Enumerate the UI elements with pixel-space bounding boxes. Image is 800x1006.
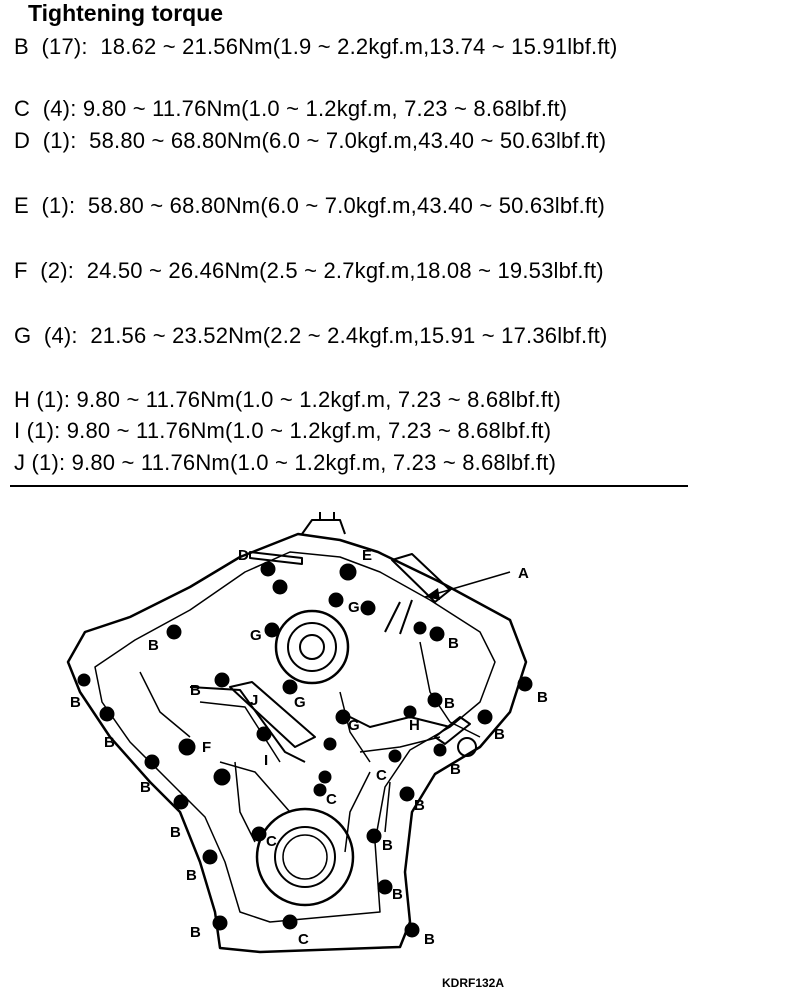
label-a: A: [518, 565, 529, 582]
label-b-1: B: [148, 637, 159, 654]
label-c-3: C: [266, 833, 277, 850]
label-g-2: G: [250, 627, 262, 644]
label-b-10: B: [444, 695, 455, 712]
label-b-15: B: [382, 837, 393, 854]
water-pump-body: [276, 611, 348, 683]
label-b-3: B: [70, 694, 81, 711]
label-b-8: B: [186, 867, 197, 884]
label-b-4: B: [190, 682, 201, 699]
torque-spec-f: F (2): 24.50 ~ 26.46Nm(2.5 ~ 2.7kgf.m,18.08 ~ 19.53lbf.ft): [14, 258, 604, 283]
divider-line: [10, 485, 688, 487]
label-b-9: B: [190, 924, 201, 941]
label-c-1: C: [376, 767, 387, 784]
torque-spec-d: D (1): 58.80 ~ 68.80Nm(6.0 ~ 7.0kgf.m,43.40 ~ 50.63lbf.ft): [14, 128, 607, 153]
h-arm: [435, 717, 470, 744]
label-b-12: B: [494, 726, 505, 743]
label-b-11: B: [537, 689, 548, 706]
torque-spec-e: E (1): 58.80 ~ 68.80Nm(6.0 ~ 7.0kgf.m,43.40 ~ 50.63lbf.ft): [14, 193, 606, 218]
torque-spec-j: J (1): 9.80 ~ 11.76Nm(1.0 ~ 1.2kgf.m, 7.23 ~ 8.68lbf.ft): [14, 450, 557, 475]
label-e: E: [362, 547, 373, 564]
crank-seal-inner: [275, 827, 335, 887]
label-b-7: B: [170, 824, 181, 841]
label-i: I: [264, 752, 269, 769]
label-b-6: B: [140, 779, 151, 796]
label-c-2: C: [326, 791, 337, 808]
torque-spec-b: B (17): 18.62 ~ 21.56Nm(1.9 ~ 2.2kgf.m,13.74 ~ 15.91lbf.ft): [14, 34, 618, 59]
torque-spec-c: C (4): 9.80 ~ 11.76Nm(1.0 ~ 1.2kgf.m, 7.23 ~ 8.68lbf.ft): [14, 96, 568, 121]
label-b-5: B: [104, 734, 115, 751]
label-g-1: G: [348, 599, 360, 616]
torque-spec-h: H (1): 9.80 ~ 11.76Nm(1.0 ~ 1.2kgf.m, 7.23 ~ 8.68lbf.ft): [14, 387, 562, 412]
torque-spec-i: I (1): 9.80 ~ 11.76Nm(1.0 ~ 1.2kgf.m, 7.23 ~ 8.68lbf.ft): [14, 418, 552, 443]
label-c-4: C: [298, 931, 309, 948]
label-b-16: B: [392, 886, 403, 903]
figure-code: KDRF132A: [442, 976, 505, 990]
label-b-17: B: [424, 931, 435, 948]
label-h: H: [409, 717, 420, 734]
cover-outline: [68, 534, 526, 952]
label-f: F: [202, 739, 212, 756]
ij-link: [230, 682, 315, 747]
label-b-2: B: [448, 635, 459, 652]
torque-title: Tightening torque: [28, 0, 224, 26]
torque-spec-g: G (4): 21.56 ~ 23.52Nm(2.2 ~ 2.4kgf.m,15.91 ~ 17.36lbf.ft): [14, 323, 608, 348]
label-d: D: [238, 547, 249, 564]
timing-cover-diagram: [40, 512, 560, 977]
label-g-3: G: [294, 694, 306, 711]
label-j: J: [250, 692, 259, 709]
label-b-13: B: [450, 761, 461, 778]
top-flange: [302, 520, 345, 534]
label-b-14: B: [414, 797, 425, 814]
crank-seal-outer: [257, 809, 353, 905]
label-g-4: G: [348, 717, 360, 734]
